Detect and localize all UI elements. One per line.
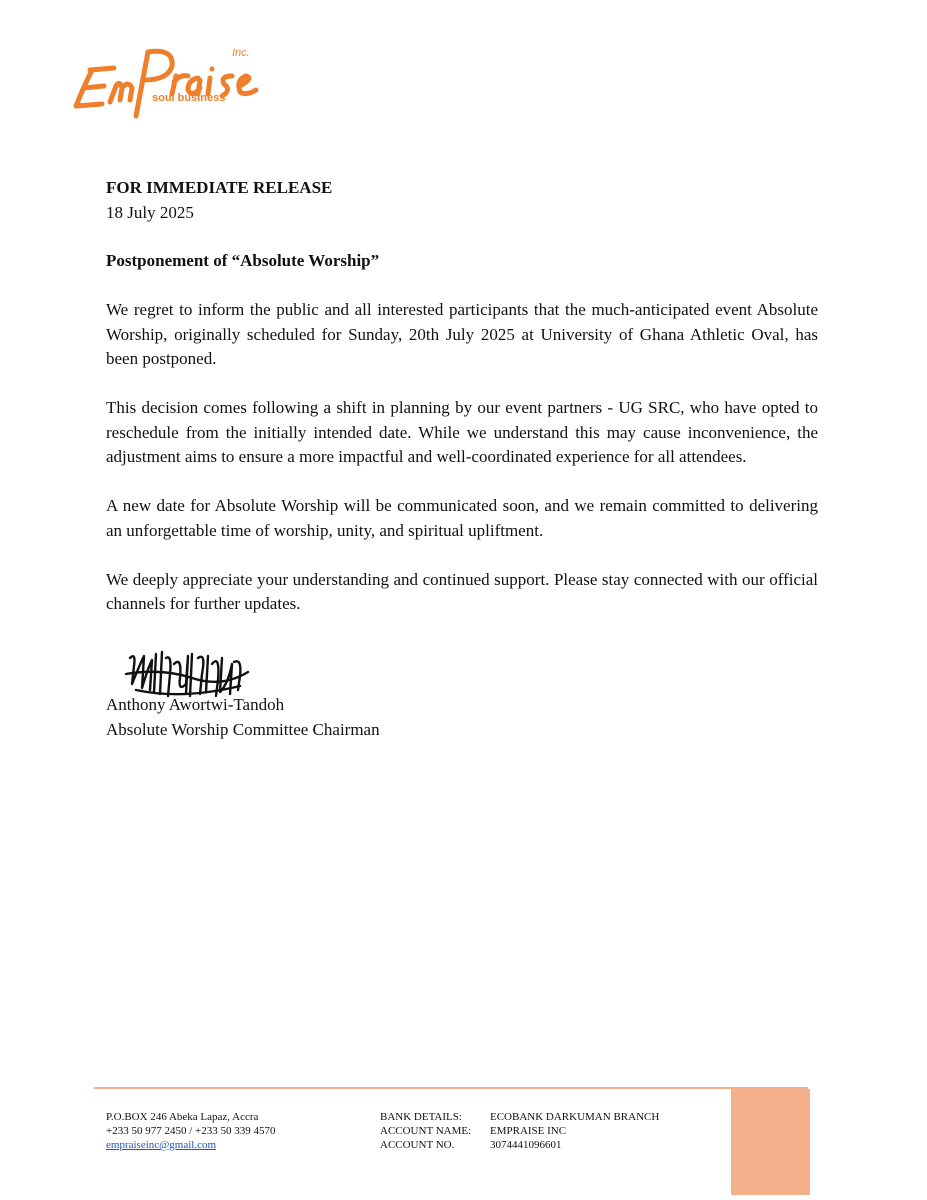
footer-phones: +233 50 977 2450 / +233 50 339 4570 [106, 1125, 276, 1137]
bank-row [380, 1110, 659, 1124]
release-label: FOR IMMEDIATE RELEASE [106, 178, 333, 197]
bank-value: EMPRAISE INC [490, 1125, 567, 1137]
bank-row [380, 1138, 659, 1152]
paragraph: A new date for Absolute Worship will be communicated soon, and we remain committed to delivering an unforgettable time of worship, unity, and spiritual upliftment. [106, 496, 818, 540]
logo-tagline: soul business [152, 92, 226, 104]
letter-body [106, 176, 818, 641]
footer-divider [94, 1087, 808, 1089]
signer-name: Anthony Awortwi-Tandoh [106, 695, 285, 714]
footer-contact [106, 1110, 275, 1152]
bank-label: ACCOUNT NAME: [380, 1125, 472, 1137]
logo-suffix: Inc. [232, 47, 250, 59]
footer-accent-block [731, 1089, 810, 1195]
release-date: 18 July 2025 [106, 202, 194, 222]
footer-bank-details [380, 1110, 659, 1152]
signer-block [106, 693, 380, 742]
bank-value: 3074441096601 [490, 1139, 562, 1151]
footer-email-link[interactable]: empraiseinc@gmail.com [106, 1139, 217, 1151]
empraise-logo [62, 36, 274, 126]
bank-row [380, 1124, 659, 1138]
bank-label: ACCOUNT NO. [380, 1139, 455, 1151]
paragraph: We regret to inform the public and all interested participants that the much-anticipated event Absolute Worship, originally scheduled for Sunday, 20th July 2025 at University of Ghana Athletic Oval, has been postponed. [106, 300, 818, 368]
footer-address: P.O.BOX 246 Abeka Lapaz, Accra [106, 1111, 259, 1123]
signer-title: Absolute Worship Committee Chairman [106, 719, 380, 739]
subject-line: Postponement of “Absolute Worship” [106, 251, 380, 270]
paragraph: This decision comes following a shift in planning by our event partners - UG SRC, who have opted to reschedule from the initially intended date. While we understand this may cause inconvenience, the adjustment aims to ensure a more impactful and well-coordinated experience for all attendees. [106, 398, 818, 466]
paragraph: We deeply appreciate your understanding and continued support. Please stay connected with our official channels for further updates. [106, 569, 818, 613]
bank-value: ECOBANK DARKUMAN BRANCH [490, 1111, 660, 1123]
bank-label: BANK DETAILS: [380, 1111, 462, 1123]
